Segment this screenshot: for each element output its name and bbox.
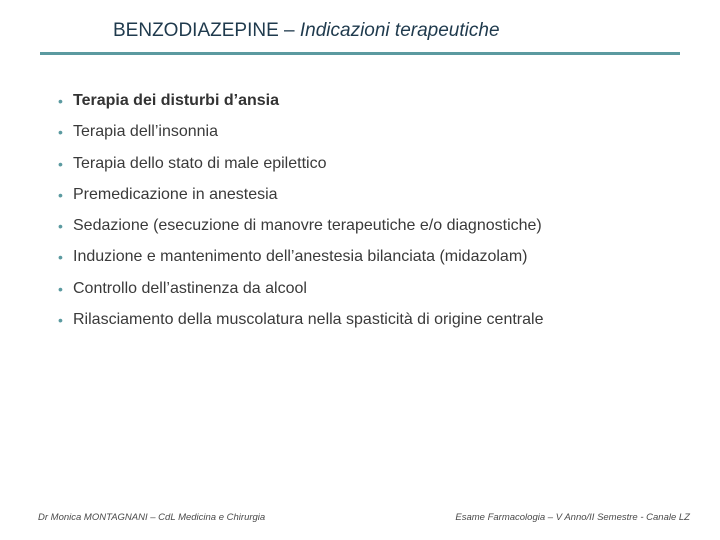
bullet-text: Controllo dell’astinenza da alcool	[73, 279, 307, 297]
bullet-item	[58, 244, 543, 275]
bullet-icon: •	[58, 312, 63, 329]
bullet-text: Terapia dei disturbi d’ansia	[73, 92, 279, 109]
title-separator: –	[278, 20, 300, 41]
title-main: BENZODIAZEPINE	[113, 20, 279, 41]
bullet-text: Sedazione (esecuzione di manovre terapeutiche e/o diagnostiche)	[73, 217, 542, 235]
bullet-icon: •	[58, 155, 63, 172]
bullet-text: Rilasciamento della muscolatura nella spasticità di origine centrale	[73, 311, 544, 329]
bullet-item	[58, 182, 543, 213]
footer-author: Dr Monica MONTAGNANI – CdL Medicina e Chirurgia	[38, 512, 266, 523]
bullet-item	[58, 88, 543, 119]
bullet-item	[58, 276, 543, 307]
bullet-text: Terapia dell’insonnia	[73, 123, 218, 141]
slide-title	[113, 20, 500, 42]
bullet-item	[58, 307, 543, 338]
bullet-list	[58, 88, 543, 338]
bullet-icon: •	[58, 218, 63, 235]
bullet-text: Premedicazione in anestesia	[73, 185, 278, 203]
title-divider	[40, 52, 680, 55]
bullet-icon: •	[58, 249, 63, 266]
bullet-icon: •	[58, 93, 63, 109]
bullet-item	[58, 213, 543, 244]
bullet-icon: •	[58, 280, 63, 297]
bullet-icon: •	[58, 124, 63, 141]
bullet-icon: •	[58, 186, 63, 203]
bullet-text: Induzione e mantenimento dell’anestesia bilanciata (midazolam)	[73, 248, 528, 266]
footer-course: Esame Farmacologia – V Anno/II Semestre - Canale LZ	[455, 512, 690, 523]
bullet-item	[58, 151, 543, 182]
title-subtitle: Indicazioni terapeutiche	[299, 20, 500, 41]
bullet-text: Terapia dello stato di male epilettico	[73, 154, 327, 172]
bullet-item	[58, 119, 543, 150]
